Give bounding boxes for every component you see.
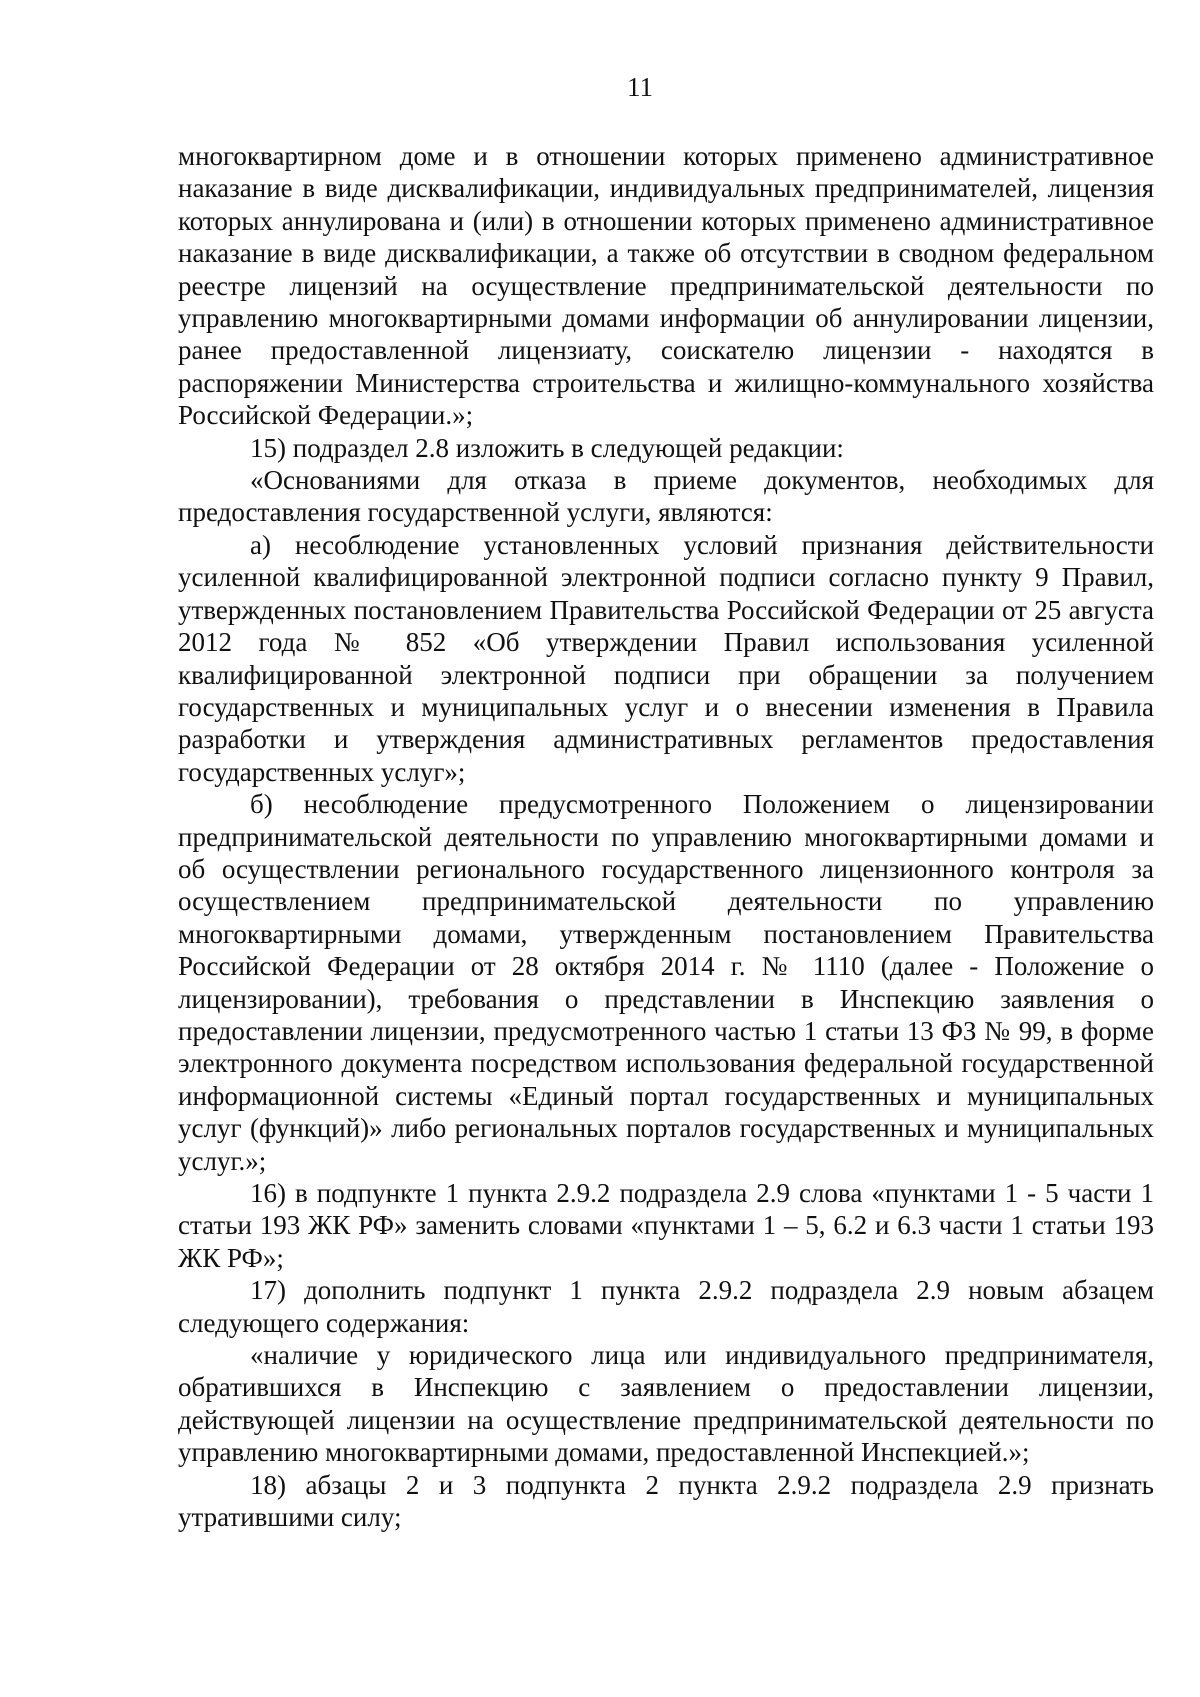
paragraph-item-18: 18) абзацы 2 и 3 подпункта 2 пункта 2.9.2 подраздела 2.9 признать утратившими силу;: [178, 1469, 1154, 1533]
page-number: 11: [627, 72, 653, 102]
document-body: [178, 140, 1154, 1533]
paragraph-item-17: 17) дополнить подпункт 1 пункта 2.9.2 подраздела 2.9 новым абзацем следующего содержания:: [178, 1275, 1154, 1338]
paragraph-item-15: 15) подраздел 2.8 изложить в следующей редакции:: [250, 432, 844, 463]
paragraph-refusal-grounds: «Основаниями для отказа в приеме документов, необходимых для предоставления государственной услуги, являются:: [178, 465, 1154, 528]
paragraph-subitem-b: б) несоблюдение предусмотренного Положением о лицензировании предпринимательской деятельности по управлению многоквартирными домами и об осуществлении регионального государственного лицензионного контроля за осуществлением предпринимательской деятельности по управлению многоквартирными домами, утвержденным постановлением Правительства Российской Федерации от 28 октября 2014 г. № 1110 (далее - Положение о лицензировании), требования о представлении в Инспекцию заявления о предоставлении лицензии, предусмотренного частью 1 статьи 13 ФЗ № 99, в форме электронного документа посредством использования федеральной государственной информационной системы «Единый портал государственных и муниципальных услуг (функций)» либо региональных порталов государственных и муниципальных услуг.»;: [178, 789, 1154, 1176]
paragraph-item-16: 16) в подпункте 1 пункта 2.9.2 подраздела 2.9 слова «пунктами 1 - 5 части 1 статьи 193 ЖК РФ» заменить словами «пунктами 1 – 5, 6.2 и 6.3 части 1 статьи 193 ЖК РФ»;: [178, 1178, 1154, 1273]
paragraph-continuation: многоквартирном доме и в отношении которых применено административное наказание в виде дисквалификации, индивидуальных предпринимателей, лицензия которых аннулирована и (или) в отношении которых применено административное наказание в виде дисквалификации, а также об отсутствии в сводном федеральном реестре лицензий на осуществление предпринимательской деятельности по управлению многоквартирными домами информации об аннулировании лицензии, ранее предоставленной лицензиату, соискателю лицензии - находятся в распоряжении Министерства строительства и жилищно-коммунального хозяйства Российской Федерации.»;: [178, 141, 1154, 431]
paragraph-subitem-a: а) несоблюдение установленных условий признания действительности усиленной квалифицированной электронной подписи согласно пункту 9 Правил, утвержденных постановлением Правительства Российской Федерации от 25 августа 2012 года № 852 «Об утверждении Правил использования усиленной квалифицированной электронной подписи при обращении за получением государственных и муниципальных услуг и о внесении изменения в Правила разработки и утверждения административных регламентов предоставления государственных услуг»;: [178, 529, 1154, 787]
paragraph-new-clause: «наличие у юридического лица или индивидуального предпринимателя, обратившихся в Инспекцию с заявлением о предоставлении лицензии, действующей лицензии на осуществление предпринимательской деятельности по управлению многоквартирными домами, предоставленной Инспекцией.»;: [178, 1340, 1154, 1468]
